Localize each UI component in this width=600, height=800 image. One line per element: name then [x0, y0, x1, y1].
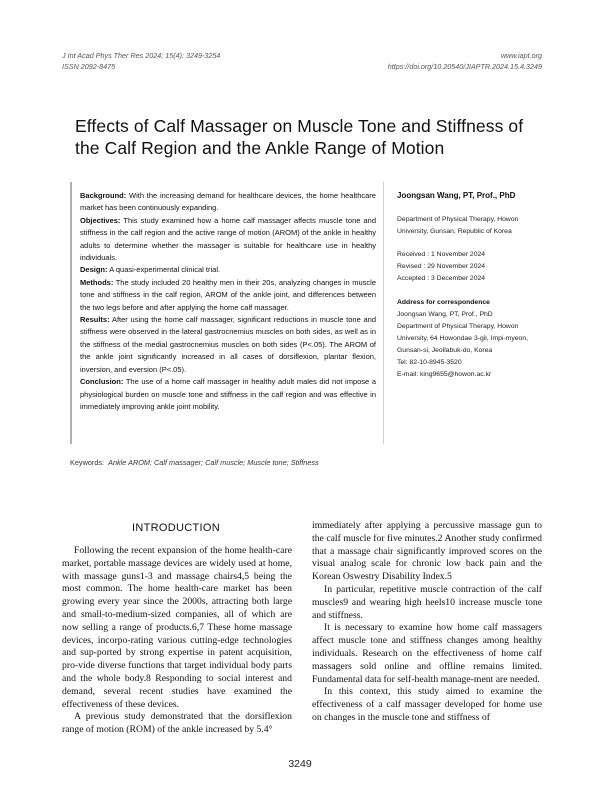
abstract-design [80, 264, 376, 276]
abstract-label: Background: [80, 191, 127, 200]
section-heading: INTRODUCTION [132, 522, 220, 534]
received-date: Received : 1 November 2024 [397, 251, 486, 259]
correspondence-heading: Address for correspondence [397, 298, 490, 306]
correspondence-address: Department of Physical Therapy, Howon University, 64 Howondae 3-gil, Impi-myeon, Gunsan-si, Jeollabuk-do, Korea [397, 322, 528, 354]
issn: ISSN 2092-8475 [62, 62, 116, 71]
body-column-right [312, 520, 542, 725]
correspondence-tel: Tel: 82-10-8945-3520 [397, 359, 462, 367]
article-title: Effects of Calf Massager on Muscle Tone and Stiffness of the Calf Region and the Ankle Range of Motion [75, 116, 524, 158]
body-paragraph: Following the recent expansion of the home health-care market, portable massage devices are widely used at home, with massage guns1-3 and massage chairs4,5 being the most common. The home health-care market has been growing every year since the 2000s, attracting both large and small-to-medium-sized companies, all of which are now selling a range of products.6,7 These home massage devices, incorpo-rating various cutting-edge technologies and sup-ported by strong expertise in patent acquisition, pro-vide diverse functions that target individual body parts and the whole body.8 Responding to social interest and demand, several recent studies have examined the effectiveness of these devices. [62, 545, 292, 710]
journal-ref: J Int Acad Phys Ther Res 2024; 15(4): 3249-3254 [62, 51, 221, 60]
abstract-divider [383, 182, 384, 444]
correspondence-email[interactable]: E-mail: king9655@howon.ac.kr [397, 371, 492, 379]
body-paragraph: It is necessary to examine how home calf massagers affect muscle tone and stiffness changes among healthy individuals. Research on the effectiveness of home calf massagers sold online and offline remains limited. Fundamental data for self-health manage-ment are needed. [312, 622, 542, 685]
body-paragraph: immediately after applying a percussive massage gun to the calf muscle for five minutes.2 Another study confirmed that a massage chair significantly improved scores on the visual analog scale for chronic low back pain and the Korean Oswestry Disability Index.5 [312, 520, 542, 583]
keywords-value: Ankle AROM; Calf massager; Calf muscle; Muscle tone; Stiffness [108, 458, 319, 467]
journal-citation [62, 50, 220, 72]
abstract-text [80, 190, 376, 413]
abstract-content: A quasi-experimental clinical trial. [109, 265, 221, 275]
abstract-label: Conclusion: [80, 377, 124, 387]
abstract-content: With the increasing demand for healthcare devices, the home healthcare market has been continuously expanding. [80, 191, 376, 213]
correspondence-block [397, 297, 547, 382]
author-name: Joongsan Wang, PT, Prof., PhD [397, 191, 516, 200]
author-info [397, 190, 547, 381]
dates-block [397, 249, 547, 285]
body-column-left [62, 545, 292, 737]
revised-date: Revised : 29 November 2024 [397, 263, 486, 271]
doi-link[interactable]: https://doi.org/10.20540/JIAPTR.2024.15.4.3249 [387, 62, 542, 71]
abstract-label: Results: [80, 315, 110, 325]
keywords [70, 458, 540, 467]
abstract-conclusion [80, 376, 376, 413]
abstract-label: Methods: [80, 277, 114, 287]
abstract-results [80, 314, 376, 376]
abstract-background [80, 190, 376, 215]
abstract-label: Objectives: [80, 215, 121, 225]
abstract-accent-bar [70, 182, 72, 444]
keywords-label: Keywords: [70, 458, 105, 467]
accepted-date: Accepted : 3 December 2024 [397, 275, 486, 283]
abstract-label: Design: [80, 265, 108, 275]
abstract-content: The study included 20 healthy men in their 20s, analyzing changes in muscle tone and stiffness in the calf region, AROM of the ankle joint, and differences between the two legs before and after applying the home calf massager. [80, 277, 376, 312]
abstract-content: This study examined how a home calf massager affects muscle tone and stiffness in the calf region and the active range of motion (AROM) of the ankle in healthy adults to determine whether the massager is suitable for healthcare use in healthy individuals. [80, 215, 376, 263]
abstract-box [70, 182, 382, 444]
body-paragraph: In this context, this study aimed to examine the effectiveness of a calf massager developed for home use on changes in the muscle tone and stiffness of [312, 686, 542, 723]
abstract-objectives [80, 215, 376, 265]
abstract-content: After using the home calf massager, significant reductions in muscle tone and stiffness were observed in the lateral gastrocnemius muscles on both sides, as well as in the stiffness of the medial gastrocnemius muscles on both sides (P<.05). The AROM of the ankle joint significantly increased in all cases of dorsiflexion, plantar flexion, inversion, and eversion (P<.05). [80, 315, 377, 374]
journal-links [388, 50, 542, 72]
abstract-methods [80, 277, 376, 314]
body-paragraph: In particular, repetitive muscle contraction of the calf muscles9 and wearing high heels10 increase muscle tone and stiffness. [312, 583, 542, 621]
page-number: 3249 [288, 758, 312, 770]
correspondence-name: Joongsan Wang, PT, Prof., PhD [397, 310, 493, 318]
abstract-content: The use of a home calf massager in healthy adult males did not impose a physiological burden on muscle tone and stiffness in the calf region and was effective in immediately improving ankle joint mobility. [80, 377, 376, 411]
author-affiliation: Department of Physical Therapy, Howon University, Gunsan, Republic of Korea [397, 216, 519, 236]
body-paragraph: A previous study demonstrated that the dorsiflexion range of motion (ROM) of the ankle increased by 5.4° [62, 711, 292, 736]
journal-url[interactable]: www.iapt.org [500, 51, 542, 60]
